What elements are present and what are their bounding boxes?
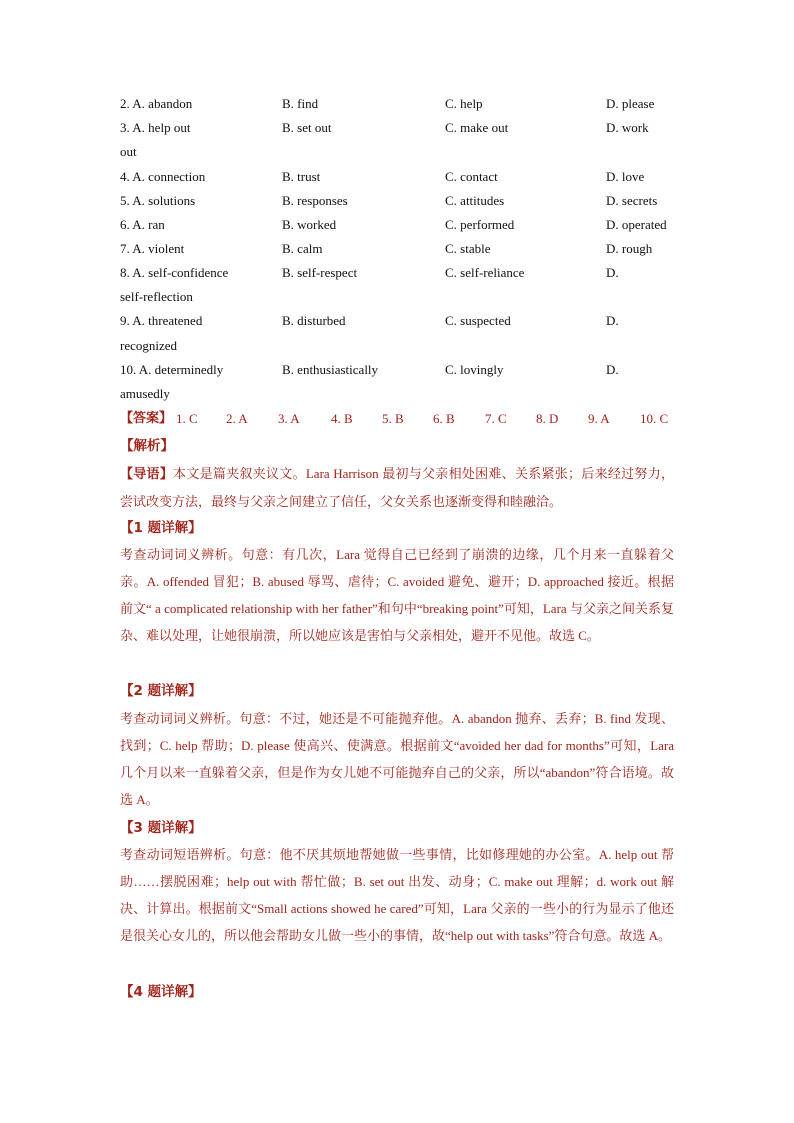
option-a: 9. A. threatened — [120, 313, 203, 328]
answer-item: 9. A — [588, 411, 610, 426]
answer-item: 6. B — [433, 411, 455, 426]
answer-item: 5. B — [382, 411, 404, 426]
detail-paragraph-2: 考查动词词义辨析。句意：不过，她还是不可能抛弃他。A. abandon 抛弃、丢弃；B. find 发现、找到；C. help 帮助；D. please 使高兴、使满意。根据前文“avoided her dad for months”可知，Lara 几个月以来一直躲着父亲，但是作为女儿她不可能抛弃自己的父亲，所以“abandon”符合语境。故选 A。 — [120, 711, 674, 807]
option-b: B. disturbed — [282, 313, 346, 328]
detail-paragraph-1: 考查动词词义辨析。句意：有几次，Lara 觉得自己已经到了崩溃的边缘，几个月来一直躲着父亲。A. offended 冒犯；B. abused 辱骂、虐待；C. avoided 避免、避开；D. approached 接近。根据前文“ a complicated relationship with her father”和句中“breaking point”可知，Lara 与父亲之间关系复杂、难以处理，让她很崩溃，所以她应该是害怕与父亲相处，避开不见他。故选 C。 — [120, 547, 674, 643]
option-b: B. self-respect — [282, 265, 358, 280]
option-c: C. stable — [445, 241, 491, 256]
option-c: C. performed — [445, 217, 515, 232]
answer-item: 10. C — [640, 411, 669, 426]
option-d: D. — [606, 313, 619, 328]
question-row-5 — [120, 190, 680, 212]
option-a: 7. A. violent — [120, 241, 185, 256]
option-d: D. rough — [606, 241, 653, 256]
option-b: B. find — [282, 96, 319, 111]
answer-item: 8. D — [536, 411, 559, 426]
question-row-10 — [120, 359, 680, 381]
option-b: B. set out — [282, 120, 332, 135]
answer-item: 1. C — [176, 411, 198, 426]
guide-text: 本文是篇夹叙夹议文。Lara Harrison 最初与父亲相处困难、关系紧张；后来经过努力，尝试改变方法，最终与父亲之间建立了信任，父女关系也逐渐变得和睦融洽。 — [120, 466, 674, 509]
option-c: C. suspected — [445, 313, 511, 328]
option-a: 2. A. abandon — [120, 96, 193, 111]
option-b: B. trust — [282, 169, 321, 184]
analysis-heading: 【解析】 — [120, 438, 174, 454]
question-row-9 — [120, 310, 680, 332]
option-c: C. self-reliance — [445, 265, 525, 280]
option-b: B. calm — [282, 241, 323, 256]
option-d-wrap: out — [120, 144, 137, 159]
option-a: 5. A. solutions — [120, 193, 196, 208]
detail-heading-3: 【3 题详解】 — [120, 820, 202, 836]
question-row-4 — [120, 166, 680, 188]
option-c: C. lovingly — [445, 362, 504, 377]
question-row-7 — [120, 238, 680, 260]
detail-heading-2: 【2 题详解】 — [120, 683, 202, 699]
question-row-2 — [120, 93, 680, 115]
option-d: D. please — [606, 96, 655, 111]
option-d: D. — [606, 265, 619, 280]
option-a: 6. A. ran — [120, 217, 165, 232]
guide-label: 【导语】 — [120, 467, 174, 482]
option-c: C. contact — [445, 169, 498, 184]
option-b: B. responses — [282, 193, 348, 208]
option-c: C. make out — [445, 120, 509, 135]
option-b: B. enthusiastically — [282, 362, 379, 377]
option-c: C. attitudes — [445, 193, 505, 208]
option-a: 8. A. self-confidence — [120, 265, 229, 280]
option-d: D. secrets — [606, 193, 658, 208]
option-d: D. operated — [606, 217, 667, 232]
detail-heading-4: 【4 题详解】 — [120, 984, 202, 1000]
detail-paragraph-3: 考查动词短语辨析。句意：他不厌其烦地帮她做一些事情，比如修理她的办公室。A. help out 帮助……摆脱困难；help out with 帮忙做；B. set out 出发、动身；C. make out 理解；d. work out 解决、计算出。根据前文“Small actions showed he cared”可知，Lara 父亲的一些小的行为显示了他还是很关心女儿的，所以他会帮助女儿做一些小的事情，故“help out with tasks”符合句意。故选 A。 — [120, 847, 674, 943]
detail-heading-1: 【1 题详解】 — [120, 520, 202, 536]
question-row-3 — [120, 117, 680, 139]
question-row-6 — [120, 214, 680, 236]
option-a: 3. A. help out — [120, 120, 191, 135]
question-row-8 — [120, 262, 680, 284]
guide-paragraph — [120, 460, 674, 515]
option-a: 4. A. connection — [120, 169, 206, 184]
answer-item: 7. C — [485, 411, 507, 426]
option-d-wrap: amusedly — [120, 386, 170, 401]
option-d: D. work — [606, 120, 649, 135]
answer-item: 3. A — [278, 411, 300, 426]
answer-item: 2. A — [226, 411, 248, 426]
option-d: D. — [606, 362, 619, 377]
option-b: B. worked — [282, 217, 337, 232]
option-d: D. love — [606, 169, 645, 184]
option-d-wrap: recognized — [120, 338, 178, 353]
option-a: 10. A. determinedly — [120, 362, 224, 377]
option-d-wrap: self-reflection — [120, 289, 193, 304]
answer-item: 4. B — [331, 411, 353, 426]
answer-label: 【答案】 — [120, 411, 173, 426]
answer-row — [120, 408, 680, 430]
option-c: C. help — [445, 96, 483, 111]
